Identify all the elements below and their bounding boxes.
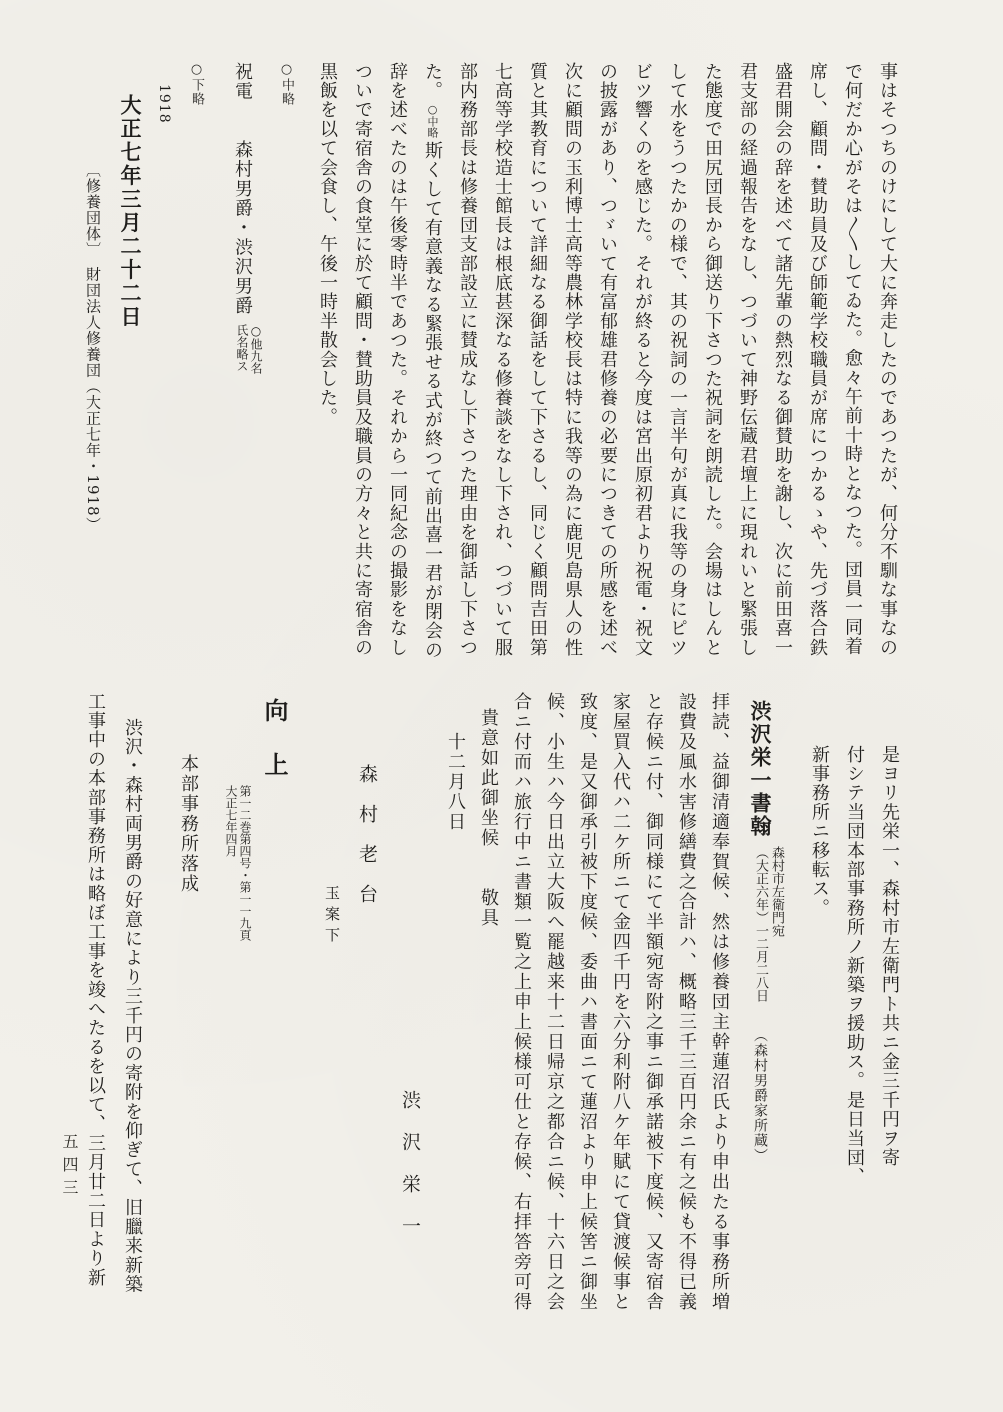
entry-date-title: 大正七年三月二十二日 — [118, 94, 143, 329]
report-line: ビツ響くのを感じた。それが終ると今度は宮出原初君より祝電・祝文 — [632, 62, 653, 658]
kojo-citation-volume: 第一二巻第四号・第一一九頁 — [238, 785, 252, 941]
editor-note-line: 新事務所ニ移転ス。 — [809, 745, 830, 918]
report-line: 席し、顧問・賛助員及び師範学校職員が席につかるゝや、先づ落合鉄 — [807, 62, 828, 658]
letter-body-line: 家屋買入代ハ二ケ所ニて金四千円を六分利附八ケ年賦にて貸渡候事と — [610, 692, 631, 1312]
letter-date-note: （大正六年）一二月二八日 — [753, 846, 768, 1002]
report-line: 辞を述べたのは午後零時半であつた。それから一同紀念の撮影をなし — [387, 62, 408, 658]
telegram-text: 祝電 森村男爵・渋沢男爵 — [232, 62, 253, 316]
letter-honorific: 玉案下 — [323, 885, 341, 948]
telegram-annotation — [235, 324, 263, 374]
kojo-citation — [213, 692, 252, 1314]
omission-note-inline: ○中略 — [426, 103, 439, 139]
kojo-citation-date: 大正七年四月 — [224, 785, 238, 857]
letter-body-line: 拝読、益御清適奉賀候、然は修養団主幹蓮沼氏より申出たる事務所増 — [709, 692, 730, 1312]
report-line: 部内務部長は修養団支部設立に賛成なし下さつた理由を御話し下さつ — [457, 62, 478, 658]
report-line: の披露があり、つゞいて有富郁雄君修養の必要につきての所感を述べ — [597, 62, 618, 658]
report-line: た態度で田尻団長から御送り下さつた祝詞を朗読した。会場はしんと — [702, 62, 723, 658]
western-year-label: 1918 — [156, 84, 172, 124]
letter-heading — [736, 692, 784, 1314]
letter-salutation: 森村老台 — [356, 764, 378, 924]
kojo-body-line: 渋沢・森村両男爵の好意により三千円の寄附を仰ぎて、旧臘来新築 — [122, 718, 143, 1294]
report-line-with-omission — [415, 62, 450, 664]
report-line-prefix: た。 — [422, 62, 443, 101]
report-line: 質と其教育について詳細なる御話をして下さるし、同じく顧問吉田第 — [527, 62, 548, 658]
letter-title: 渋沢栄一書翰 — [748, 700, 773, 838]
report-line: して水をうつたかの様で、其の祝詞の一言半句が真に我等の身にピツ — [667, 62, 688, 658]
report-line: 七高等学校造士館長は根底甚深なる修養談をなし下され、つづいて服 — [492, 62, 513, 658]
report-line: 盛君開会の辞を述べて諸先輩の熱烈なる御賛助を謝し、次に前田喜一 — [772, 62, 793, 658]
report-line: 次に顧問の玉利博士高等農林学校長は特に我等の為に鹿児島県人の性 — [562, 62, 583, 658]
report-section — [78, 62, 905, 664]
letter-body-line: 合ニ付而ハ旅行中ニ書類一覧之上申上候様可仕と存候、右拝答旁可得 — [511, 692, 532, 1312]
editor-note-line: 是ヨリ先栄一、森村市左衛門ト共ニ金三千円ヲ寄 — [879, 745, 900, 1168]
letter-addressee: 森村市左衛門宛 — [769, 846, 784, 937]
letter-date: 十二月八日 — [445, 732, 466, 832]
report-line: 事はそつちのけにして大に奔走したのであつたが、何分不馴な事なの — [877, 62, 898, 658]
telegram-note: 氏名略ス — [235, 323, 249, 372]
report-line-rest: 斯くして有意義なる緊張せる式が終つて前出喜一君が閉会の — [422, 141, 443, 660]
source-attribution: 〔修養団体〕 財団法人修養団（大正七年・1918） — [84, 162, 102, 533]
letter-section — [77, 692, 907, 1314]
letter-body-line: と存候ニ付、御同様にて半額宛寄附之事ニ御承諾被下度候、又寄宿舎 — [643, 692, 664, 1312]
telegram-line — [220, 62, 264, 664]
omission-note-end: ○下略 — [189, 62, 204, 106]
letter-body-line: 致度、是又御承引被下度候、委曲ハ書面ニて蓮沼より申上候筈ニ御坐 — [577, 692, 598, 1312]
letter-signature: 渋沢栄一 — [399, 1090, 421, 1258]
kojo-magazine-title: 向 上 — [260, 698, 289, 779]
letter-closing-line: 貴意如此御坐候 敬具 — [478, 708, 499, 928]
letter-heading-annotation — [752, 846, 784, 1002]
telegram-note: ○他九名 — [249, 323, 263, 374]
kojo-body-line: 工事中の本部事務所は略ぼ工事を竣へたるを以て、三月廿二日より新 — [85, 692, 106, 1288]
kojo-citation-annotation — [224, 785, 252, 941]
report-line: 黒飯を以て会食し、午後一時半散会した。 — [317, 62, 338, 427]
letter-body-line: 候、小生ハ今日出立大阪へ罷越来十二日帰京之都合ニ候、十六日之会 — [544, 692, 565, 1312]
kojo-article-subtitle: 本部事務所落成 — [178, 754, 199, 894]
omission-note-mid: ○中略 — [279, 62, 294, 106]
report-line: 君支部の経過報告をなし、つづいて神野伝蔵君壇上に現れいと緊張し — [737, 62, 758, 658]
report-line: で何だか心がそは〳〵してゐた。愈々午前十時となつた。団員一同着 — [842, 62, 863, 656]
report-line: ついで寄宿舎の食堂に於て顧問・賛助員及職員の方々と共に寄宿舎の — [352, 62, 373, 658]
letter-body-line: 設費及風水害修繕費之合計ハ、概略三千三百円余ニ有之候も不得已義 — [676, 692, 697, 1312]
page-number: 五四三 — [60, 1133, 79, 1202]
letter-provenance: （森村男爵家所蔵） — [752, 1028, 768, 1163]
editor-note-line: 付シテ当団本部事務所ノ新築ヲ援助ス。是日当団、 — [844, 745, 865, 1187]
